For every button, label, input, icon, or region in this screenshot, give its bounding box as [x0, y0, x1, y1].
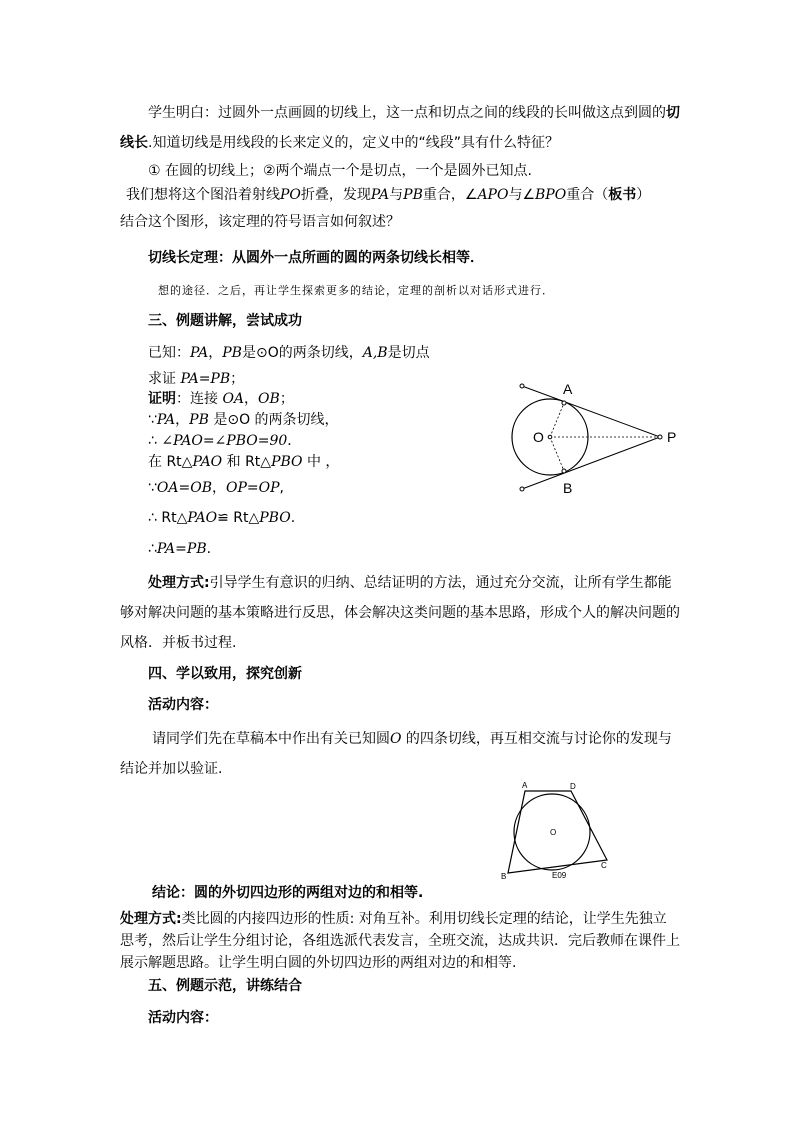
var: PO — [280, 187, 301, 203]
text: 在 Rt△ — [148, 454, 193, 470]
point-o — [548, 435, 552, 439]
feature-line: ① 在圆的切线上；②两个端点一个是切点，一个是圆外已知点. — [148, 163, 533, 179]
var: BPO — [535, 187, 567, 203]
board-label: 板书 — [608, 187, 637, 203]
proof-step-3 — [148, 452, 339, 472]
label-b: B — [563, 480, 573, 496]
text: ， — [212, 480, 227, 496]
var: OA=OB — [156, 480, 213, 496]
point-end-top — [520, 384, 524, 388]
text: 是⊙O 的两条切线， — [208, 412, 339, 428]
text: 与 — [389, 187, 404, 203]
tangent-length-figure — [500, 372, 690, 502]
text: 求证 — [148, 371, 181, 387]
handling-2-line-3: 展示解题思路。让学生明白圆的外切四边形的两组对边的和相等. — [120, 955, 517, 971]
text: ∴ Rt△ — [148, 510, 188, 526]
handling-1-line-2: 够对解决问题的基本策略进行反思，体会解决这类问题的基本思路，形成个人的解决问题的 — [120, 605, 680, 621]
text: ； — [230, 371, 245, 387]
text: ； — [279, 391, 294, 407]
handling-label: 处理方式: — [120, 911, 182, 927]
activity-line-1 — [152, 729, 672, 749]
label-d: D — [570, 782, 576, 791]
intro-text: .知道切线是用线段的长来定义的，定义中的“线段”具有什么特征？ — [148, 135, 559, 151]
question-line: 结合这个图形，该定理的符号语言如何叙述？ — [120, 214, 400, 230]
text: 是切点 — [387, 345, 430, 361]
var: PA — [156, 412, 176, 428]
var: OA — [222, 391, 245, 407]
var: O — [390, 731, 402, 747]
activity-line-2: 结论并加以验证. — [120, 761, 223, 777]
section-5-heading: 五、例题示范，讲练结合 — [148, 978, 302, 994]
handling-2-line-2: 思考，然后让学生分组讨论，各组选派代表发言，全班交流，达成共识．完后教师在课件上 — [120, 933, 680, 949]
fold-line — [126, 185, 650, 205]
var: PA — [190, 345, 209, 361]
text: 我们想将这个图沿着射线 — [126, 187, 280, 203]
label-a: A — [563, 381, 573, 397]
text: . — [206, 541, 212, 557]
section-4-heading: 四、学以致用，探究创新 — [148, 666, 302, 682]
proof-line — [148, 389, 294, 409]
label-o: O — [533, 429, 544, 445]
text: 中 ， — [302, 454, 340, 470]
proof-step-2 — [148, 431, 301, 451]
text: ∵ — [148, 480, 157, 496]
var: PBO — [271, 454, 303, 470]
proof-step-4 — [148, 478, 284, 498]
text: , — [279, 480, 284, 496]
var: PBO — [259, 510, 291, 526]
var: PAO — [192, 454, 223, 470]
point-a — [562, 401, 566, 405]
var: OP=OP — [226, 480, 280, 496]
segment-oa — [550, 403, 564, 437]
handling-label: 处理方式: — [148, 575, 210, 591]
var: APO — [477, 187, 509, 203]
point-b — [562, 469, 566, 473]
proof-step-6 — [148, 539, 211, 559]
var: PB — [403, 187, 423, 203]
label-bottom: E09 — [552, 871, 567, 880]
text: 与∠ — [508, 187, 536, 203]
text: ：连接 — [176, 391, 223, 407]
label-p: P — [667, 429, 677, 445]
text: 引导学生有意识的归纳、总结证明的方法，通过充分交流，让所有学生都能 — [209, 575, 672, 591]
label-b: B — [501, 872, 507, 880]
intro-line-2 — [120, 133, 559, 153]
handling-1-line-3: 风格．并板书过程. — [120, 635, 237, 651]
label-o: O — [550, 828, 557, 837]
point-end-bottom — [520, 487, 524, 491]
theorem-statement: 切线长定理：从圆外一点所画的圆的两条切线长相等． — [148, 250, 484, 266]
var: A,B — [362, 345, 388, 361]
circumscribed-quadrilateral-figure — [496, 780, 616, 880]
quadrilateral-abcd — [508, 791, 607, 873]
var: ∠PAO=∠PBO=90 — [161, 433, 288, 449]
handling-2-line-1 — [120, 909, 667, 929]
activity-label-2: 活动内容： — [148, 1010, 218, 1026]
teaching-note: 想的途径．之后，再让学生探索更多的结论，定理的剖析以对话形式进行． — [158, 284, 554, 297]
text: 是⊙O的两条切线， — [241, 345, 363, 361]
proof-step-5 — [148, 508, 295, 528]
text: ， — [175, 412, 190, 428]
label-c: C — [601, 861, 607, 870]
text: ， — [208, 345, 223, 361]
proof-label: 证明 — [148, 391, 176, 407]
text: ． — [287, 433, 302, 449]
var: OB — [258, 391, 280, 407]
handling-1-line-1 — [148, 573, 672, 593]
point-p — [658, 435, 662, 439]
text: ∵ — [148, 412, 157, 428]
proof-step-1 — [148, 410, 339, 430]
text: 折叠，发现 — [300, 187, 371, 203]
intro-text: 学生明白：过圆外一点画圆的切线上，这一点和切点之间的线段的长叫做这点到圆的 — [148, 105, 666, 121]
text: 请同学们先在草稿本中作出有关已知圆 — [152, 731, 390, 747]
segment-ob — [550, 437, 564, 471]
text: 类比圆的内接四边形的性质: 对角互补。利用切线长定理的结论，让学生先独立 — [181, 911, 667, 927]
var: PA=PB — [156, 541, 207, 557]
term-bold: 线长 — [120, 135, 148, 151]
section-3-heading: 三、例题讲解，尝试成功 — [148, 313, 302, 329]
conclusion: 结论：圆的外切四边形的两组对边的和相等. — [152, 885, 424, 901]
text: 和 Rt△ — [222, 454, 272, 470]
prove-line — [148, 369, 244, 389]
text: . — [290, 510, 296, 526]
text: 重合，∠ — [422, 187, 478, 203]
var: PB — [222, 345, 242, 361]
text: ≌ Rt△ — [217, 510, 260, 526]
text: ， — [244, 391, 259, 407]
var: PA=PB — [180, 371, 231, 387]
activity-label-1: 活动内容： — [148, 697, 218, 713]
text: 重合（ — [566, 187, 609, 203]
var: PB — [189, 412, 209, 428]
var: PA — [370, 187, 390, 203]
label-a: A — [522, 781, 528, 790]
given-line — [148, 343, 430, 363]
text: ∴ — [148, 433, 162, 449]
intro-line-1 — [148, 103, 680, 123]
var: PAO — [187, 510, 218, 526]
term-bold: 切 — [666, 105, 680, 121]
text: ） — [636, 187, 651, 203]
text: 的四条切线，再互相交流与讨论你的发现与 — [401, 731, 672, 747]
text: ∴ — [148, 541, 157, 557]
text: 已知： — [148, 345, 190, 361]
